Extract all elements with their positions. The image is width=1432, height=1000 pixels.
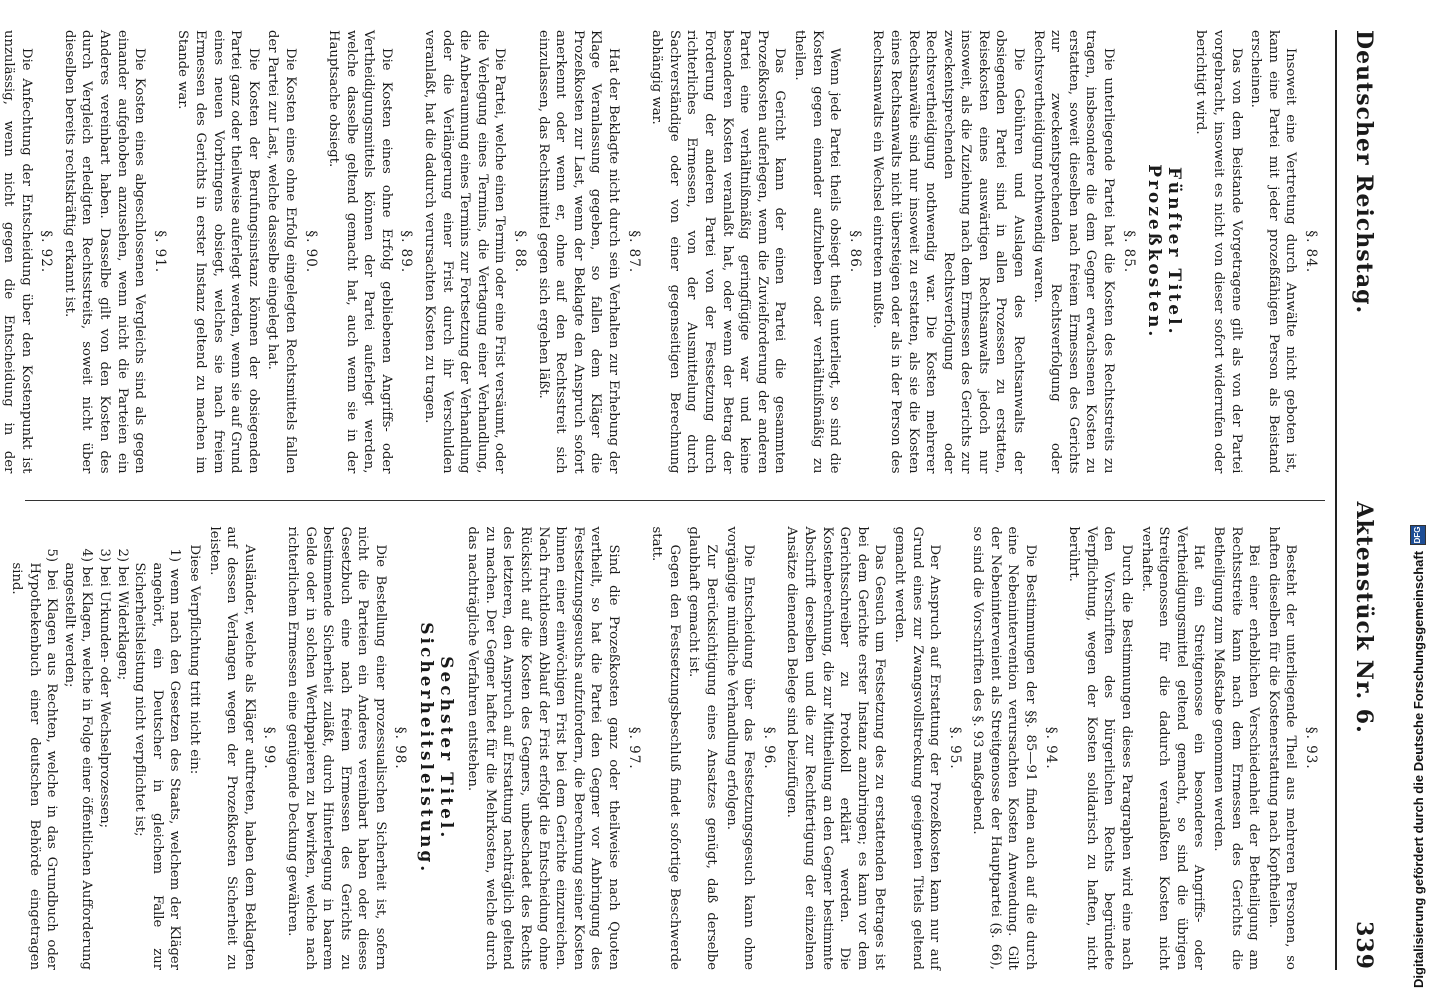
section-heading: §. 93. bbox=[1303, 726, 1319, 770]
exemption-list bbox=[7, 527, 183, 971]
section-heading: §. 86. bbox=[846, 230, 863, 274]
paragraph: Die Partei, welche einen Termin oder eine Frist versäumt, oder die Verlegung eines Termins, die Vertagung einer Verhandlung, die Anberaumung eines Termins zur Fortsetzung der Verhandlung oder die Verlängerung einer Frist durch ihr Verschulden veranlaßt, hat die dadurch verursachten Kosten zu tragen. bbox=[422, 30, 508, 474]
paragraph: Gegen den Festsetzungsbeschluß findet sofortige Beschwerde statt. bbox=[649, 526, 682, 970]
paragraph: Ausländer, welche als Kläger auftreten, haben dem Beklagten auf dessen Verlangen wegen der Prozeßkosten Sicherheit zu leisten. bbox=[206, 526, 257, 970]
section-heading: §. 89. bbox=[398, 230, 415, 274]
paragraph: Die Kosten eines ohne Erfolg gebliebenen Angriffs- oder Vertheidigungsmittels können der Partei auferlegt werden, welche dasselbe geltend gemacht hat, auch wenn sie in der Hauptsache obsiegt. bbox=[326, 30, 394, 474]
page-number: 339 bbox=[1351, 921, 1377, 970]
section-heading: §. 99. bbox=[261, 726, 278, 770]
title-heading: Fünfter Titel. bbox=[1163, 167, 1184, 337]
paragraph: Die Kosten der Berufungsinstanz können der obsiegenden Partei ganz oder theilweise auferlegt werden, wenn sie auf Grund eines neuen Vorbringens obsiegt, welches sie nach freiem Ermessen des Gerichts in erster Instanz geltend zu machen im Stande war. bbox=[175, 30, 261, 474]
paragraph: Diese Verpflichtung tritt nicht ein: bbox=[186, 544, 202, 775]
title-subheading: Prozeßkosten. bbox=[1144, 164, 1165, 340]
paragraph: Der Anspruch auf Erstattung der Prozeßkosten kann nur auf Grund eines zur Zwangsvollstreckung geeigneten Titels geltend gemacht werden. bbox=[891, 526, 943, 970]
header-left: Deutscher Reichstag. bbox=[1351, 30, 1377, 315]
page-header bbox=[1341, 30, 1377, 970]
section-heading: §. 96. bbox=[760, 726, 777, 770]
dfg-logo-icon: DFG bbox=[1410, 525, 1426, 545]
paragraph: Insoweit eine Vertretung durch Anwälte nicht geboten ist, kann eine Partei mit jeder prozeßfähigen Person als Beistand erscheinen. bbox=[1248, 30, 1299, 474]
paragraph: Das Gesuch um Festsetzung des zu erstattenden Betrages ist bei dem Gerichte erster Instanz anzubringen; es kann vor dem Gerichtsschreiber zu Protokoll erklärt werden. Die Kostenberechnung, die zur Mittheilung an den Gegner bestimmte Abschrift derselben und die zur Rechtfertigung der einzelnen Ansätze dienenden Belege sind beizufügen. bbox=[784, 526, 888, 970]
header-center: Aktenstück Nr. 6. bbox=[1351, 501, 1377, 734]
list-item: 3) bei Urkunden- oder Wechselprozessen; bbox=[97, 548, 112, 829]
list-item: 5) bei Klagen aus Rechten, welche in das Grundbuch oder Hypothekenbuch einer deutschen Behörde eingetragen sind. bbox=[9, 548, 60, 970]
left-column bbox=[1, 30, 1325, 474]
paragraph: Die Kosten eines ohne Erfolg eingelegten Rechtsmittels fallen der Partei zur Last, welche dasselbe eingelegt hat. bbox=[265, 30, 298, 474]
paragraph: Durch die Bestimmungen dieses Paragraphen wird eine nach den Vorschriften des bürgerlichen Rechts begründete Verpflichtung, wegen der Kosten solidarisch zu haften, nicht berührt. bbox=[1066, 526, 1135, 970]
column-divider bbox=[25, 500, 1325, 501]
paragraph: Die Entscheidung über das Festsetzungsgesuch kann ohne vorgängige mündliche Verhandlung erfolgen. bbox=[723, 526, 757, 970]
list-item: 4) bei Klagen, welche in Folge einer öffentlichen Aufforderung angestellt werden; bbox=[61, 548, 95, 970]
title-heading: Sechster Titel. bbox=[435, 656, 456, 841]
list-item: 2) bei Widerklagen; bbox=[114, 548, 130, 681]
paragraph: Zur Berücksichtigung eines Ansatzes genügt, daß derselbe glaubhaft gemacht ist. bbox=[686, 526, 719, 970]
paragraph: Hat ein Streitgenosse ein besonderes Angriffs- oder Vertheidigungsmittel geltend gemacht, so sind die übrigen Streitgenossen für die dadurch veranlaßten Kosten nicht verhaftet. bbox=[1138, 526, 1207, 970]
text-columns bbox=[1, 30, 1325, 970]
section-heading: §. 87. bbox=[625, 230, 642, 274]
section-heading: §. 95. bbox=[946, 726, 963, 770]
section-heading: §. 84. bbox=[1303, 230, 1319, 274]
credit-text: Digitalisierung gefördert durch die Deutsche Forschungsgemeinschaft bbox=[1410, 550, 1426, 988]
paragraph: Das von dem Beistande Vorgetragene gilt als von der Partei vorgebracht, insoweit es nicht von dieser sofort widerrufen oder berichtigt wird. bbox=[1193, 30, 1244, 474]
section-heading: §. 91. bbox=[151, 230, 168, 274]
right-column bbox=[9, 526, 1325, 971]
paragraph: Hat der Beklagte nicht durch sein Verhalten zur Erhebung der Klage Veranlassung gegeben, so fallen dem Kläger die Prozeßkosten zur Last, wenn der Beklagte den Anspruch sofort anerkennt oder wenn er, ohne auf den Rechtsstreit sich einzulassen, das Rechtsmittel gegen sich ergehen läßt. bbox=[535, 30, 622, 474]
digitization-credit-strip bbox=[1404, 0, 1432, 1000]
section-heading: §. 88. bbox=[512, 230, 529, 274]
paragraph: Das Gericht kann der einen Partei die gesammten Prozeßkosten auferlegen, wenn die Zuvielforderung der anderen Partei eine verhältnißmäßig geringfügige war und keine besonderen Kosten veranlaßt hat, oder wenn der Betrag der Forderung der anderen Partei von der Festsetzung durch richterliches Ermessen, von der Ausmittelung durch Sachverständige oder von einer gegenseitigen Berechnung abhängig war. bbox=[649, 30, 788, 474]
title-subheading: Sicherheitsleistung. bbox=[416, 622, 437, 875]
paragraph: Sind die Prozeßkosten ganz oder theilweise nach Quoten vertheilt, so hat die Partei den Gegner vor Anbringung des Festsetzungsgesuchs aufzufordern, die Berechnung seiner Kosten binnen einer einwöchigen Frist bei dem Gerichte einzureichen. Nach fruchtlosem Ablauf der Frist erfolgt die Entscheidung ohne Rücksicht auf die Kosten des Gegners, unbeschadet des Rechts des letzteren, den Anspruch auf Erstattung nachträglich geltend zu machen. Der Gegner haftet für die Mehrkosten, welche durch das nachträgliche Verfahren entstehen. bbox=[465, 526, 622, 970]
paragraph: Die Anfechtung der Entscheidung über den Kostenpunkt ist unzulässig, wenn nicht gegen die Entscheidung in der bbox=[1, 30, 34, 474]
section-heading: §. 97. bbox=[625, 726, 642, 770]
section-heading: §. 98. bbox=[392, 726, 409, 770]
section-heading: §. 90. bbox=[302, 230, 319, 274]
list-item: 1) wenn nach den Gesetzen des Staats, welchem der Kläger angehört, ein Deutscher in gleichem Falle zur Sicherheitsleistung nicht verpflichtet ist; bbox=[132, 548, 183, 970]
paragraph: Die Bestellung einer prozessualischen Sicherheit ist, sofern nicht die Parteien ein Anderes vereinbart haben oder dieses Gesetzbuch eine nach freiem Ermessen des Gerichts zu bestimmende Sicherheit zuläßt, durch Hinterlegung in baarem Gelde oder in solchen Werthpapieren zu bewirken, welche nach richterlichem Ermessen eine genügende Deckung gewähren. bbox=[284, 526, 388, 970]
header-rule bbox=[1335, 30, 1337, 970]
paragraph: Wenn jede Partei theils obsiegt theils unterliegt, so sind die Kosten gegen einander aufzuheben oder verhältnißmäßig zu theilen. bbox=[791, 30, 843, 474]
section-heading bbox=[0, 527, 1, 971]
paragraph: Die Bestimmungen der §§. 85—91 finden auch auf die durch eine Nebenintervention verursachten Kosten Anwendung. Gilt der Nebenintervenient als Streitgenosse der Hauptpartei (§. 66), so sind die Vorschriften des §. 93 maßgebend. bbox=[970, 526, 1039, 970]
paragraph: Besteht der unterliegende Theil aus mehreren Personen, so haften dieselben für die Kostenerstattung nach Kopftheilen. bbox=[1265, 526, 1299, 970]
paragraph: Bei einer erheblichen Verschiedenheit der Betheiligung am Rechtsstreite kann nach dem Ermessen des Gerichts die Betheiligung zum Maßstabe genommen werden. bbox=[1211, 526, 1262, 970]
section-heading: §. 92. bbox=[38, 230, 55, 274]
paragraph: Die unterliegende Partei hat die Kosten des Rechtsstreits zu tragen, insbesondere die dem Gegner erwachsenen Kosten zu erstatten, soweit dieselben nach freiem Ermessen des Gerichts zur zweckentsprechenden Rechtsverfolgung oder Rechtsvertheidigung nothwendig waren. bbox=[1030, 30, 1117, 474]
paragraph: Die Kosten eines abgeschlossenen Vergleichs sind als gegen einander aufgehoben anzusehen, wenn nicht die Parteien ein Anderes vereinbart haben. Dasselbe gilt von den Kosten des durch Vergleich erledigten Rechtsstreits, soweit nicht über dieselben bereits rechtskräftig erkannt ist. bbox=[61, 30, 148, 474]
section-heading: §. 85. bbox=[1120, 230, 1137, 274]
section-heading: §. 94. bbox=[1042, 726, 1059, 770]
paragraph: Die Gebühren und Auslagen des Rechtsanwalts der obsiegenden Partei sind in allen Prozessen zu erstatten, Reisekosten eines auswärtigen Rechtsanwalts jedoch nur insoweit, als die Zuziehung nach dem Ermessen des Gerichts zur zweckentsprechenden Rechtsverfolgung oder Rechtsvertheidigung nothwendig war. Die Kosten mehrerer Rechtsanwälte sind nur insoweit zu erstatten, als sie die Kosten eines Rechtsanwalts nicht übersteigen oder als in der Person des Rechtsanwalts ein Wechsel eintreten mußte. bbox=[870, 30, 1027, 474]
